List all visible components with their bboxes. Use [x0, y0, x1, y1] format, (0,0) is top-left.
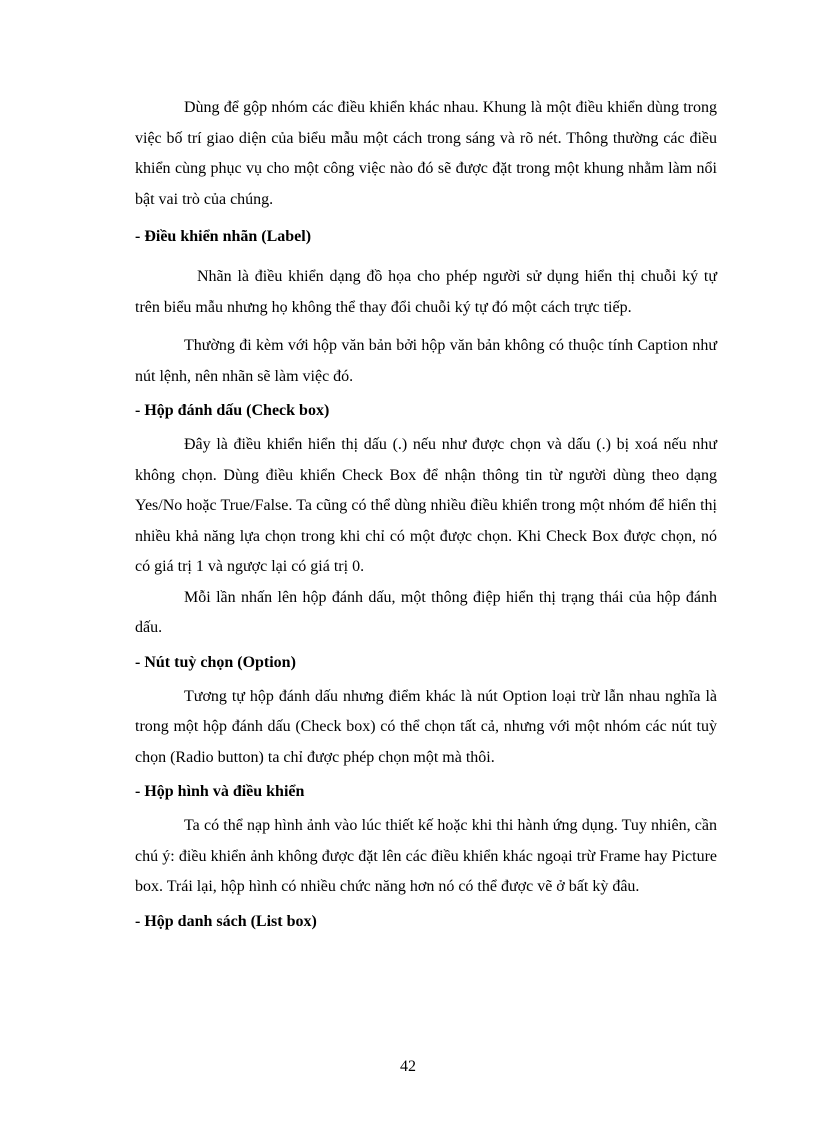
image-control-heading: - Hộp hình và điều khiển	[135, 783, 305, 800]
label-usage-paragraph: Thường đi kèm với hộp văn bản bởi hộp văn bản không có thuộc tính Caption như nút lệnh, nên nhãn sẽ làm việc đó.	[135, 337, 717, 385]
option-description-paragraph: Tương tự hộp đánh dấu nhưng điểm khác là nút Option loại trừ lẫn nhau nghĩa là trong một hộp đánh dấu (Check box) có thể chọn tất cả, nhưng với một nhóm các nút tuỳ chọn (Radio button) ta chỉ được phép chọn một mà thôi.	[135, 687, 717, 766]
page-body	[135, 93, 717, 933]
label-description-paragraph: Nhãn là điều khiển dạng đồ họa cho phép người sử dụng hiển thị chuỗi ký tự trên biểu mẫu nhưng họ không thể thay đổi chuỗi ký tự đó một cách trực tiếp.	[135, 268, 717, 316]
checkbox-description-paragraph: Đây là điều khiển hiển thị dấu (.) nếu như được chọn và dấu (.) bị xoá nếu như không chọn. Dùng điều khiển Check Box để nhận thông tin từ người dùng theo dạng Yes/No hoặc True/False. Ta cũng có thể dùng nhiều điều khiển trong một nhóm để hiển thị nhiều khả năng lựa chọn trong khi chỉ có một được chọn. Khi Check Box được chọn, nó có giá trị 1 và ngược lại có giá trị 0.	[135, 436, 717, 575]
checkbox-heading: - Hộp đánh dấu (Check box)	[135, 402, 330, 419]
image-description-paragraph: Ta có thể nạp hình ảnh vào lúc thiết kế hoặc khi thi hành ứng dụng. Tuy nhiên, cần chú ý: điều khiển ảnh không được đặt lên các điều khiển khác ngoại trừ Frame hay Picture box. Trái lại, hộp hình có nhiều chức năng hơn nó có thể được vẽ ở bất kỳ đâu.	[135, 817, 717, 895]
page-number: 42	[400, 1058, 416, 1075]
option-button-heading: - Nút tuỳ chọn (Option)	[135, 653, 296, 671]
frame-description-paragraph: Dùng để gộp nhóm các điều khiển khác nhau. Khung là một điều khiển dùng trong việc bố trí giao diện của biểu mẫu một cách trong sáng và rõ nét. Thông thường các điều khiển cùng phục vụ cho một công việc nào đó sẽ được đặt trong một khung nhằm làm nổi bật vai trò của chúng.	[135, 99, 717, 208]
checkbox-click-paragraph: Mỗi lần nhấn lên hộp đánh dấu, một thông điệp hiển thị trạng thái của hộp đánh dấu.	[135, 588, 717, 636]
label-control-heading: - Điều khiển nhãn (Label)	[135, 228, 312, 245]
listbox-heading: - Hộp danh sách (List box)	[135, 912, 317, 930]
